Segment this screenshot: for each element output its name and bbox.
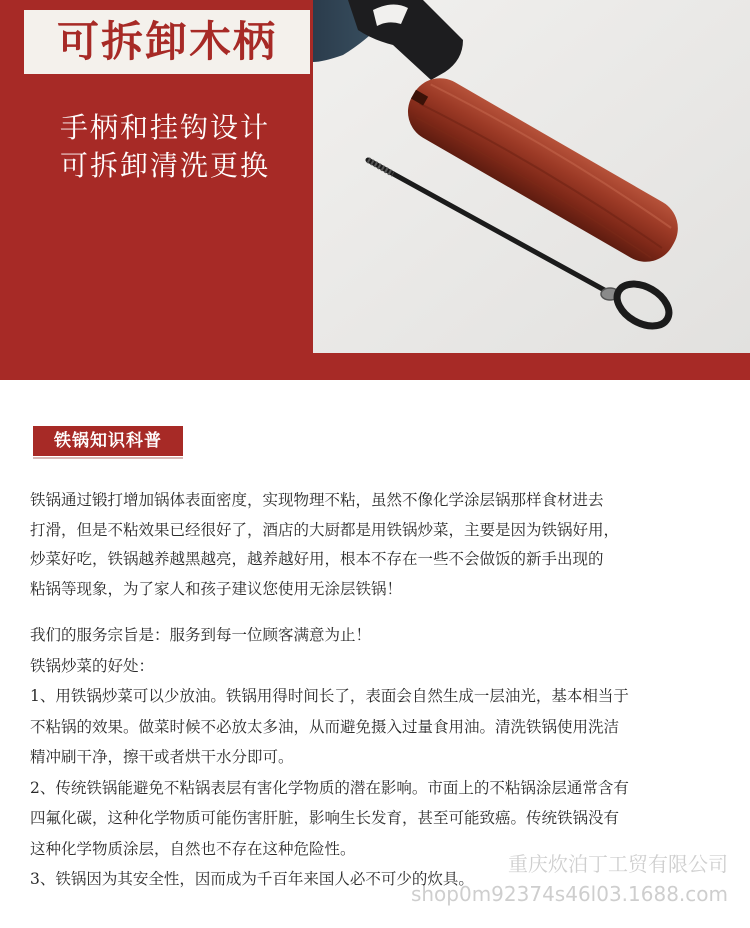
intro-line: 粘锅等现象，为了家人和孩子建议您使用无涂层铁锅！ xyxy=(30,579,403,598)
intro-line: 炒菜好吃，铁锅越养越黑越亮，越养越好用，根本不存在一些不会做饭的新手出现的 xyxy=(30,550,604,568)
section-tag: 铁锅知识科普 xyxy=(33,426,183,456)
benefit-line: 1、用铁锅炒菜可以少放油。铁锅用得时间长了，表面会自然生成一层油光，基本相当于 xyxy=(30,687,629,705)
benefit-line: 3、铁锅因为其安全性，因而成为千百年来国人必不可少的炊具。 xyxy=(30,870,474,888)
benefit-line: 这种化学物质涂层，自然也不存在这种危险性。 xyxy=(30,839,356,858)
watermark-url: shop0m92374s46l03.1688.com xyxy=(410,882,728,906)
hero-banner xyxy=(0,0,750,380)
benefit-line: 不粘锅的效果。做菜时候不必放太多油，从而避免摄入过量食用油。清洗铁锅使用洗洁 xyxy=(30,717,620,736)
section-tag-underline xyxy=(33,457,183,459)
banner-subtitle-line-1: 手柄和挂钩设计 xyxy=(60,111,271,144)
service-motto: 我们的服务宗旨是：服务到每一位顾客满意为止！ xyxy=(30,626,372,644)
benefit-line: 精冲刷干净，擦干或者烘干水分即可。 xyxy=(30,748,294,766)
product-photo xyxy=(313,0,750,353)
intro-paragraph xyxy=(30,486,722,604)
banner-subtitle-line-2: 可拆卸清洗更换 xyxy=(60,149,271,182)
benefits-heading: 铁锅炒菜的好处： xyxy=(30,656,155,675)
watermark-company: 重庆炊泊丁工贸有限公司 xyxy=(508,852,728,876)
benefit-line: 2、传统铁锅能避免不粘锅表层有害化学物质的潜在影响。市面上的不粘锅涂层通常含有 xyxy=(30,778,629,797)
wooden-handle-illustration xyxy=(313,0,750,353)
intro-line: 打滑，但是不粘效果已经很好了，酒店的大厨都是用铁锅炒菜，主要是因为铁锅好用， xyxy=(30,520,620,539)
banner-title: 可拆卸木柄 xyxy=(24,10,310,74)
intro-line: 铁锅通过锻打增加锅体表面密度，实现物理不粘，虽然不像化学涂层锅那样食材进去 xyxy=(30,491,604,509)
benefit-line: 四氟化碳，这种化学物质可能伤害肝脏，影响生长发育，甚至可能致癌。传统铁锅没有 xyxy=(30,809,620,827)
